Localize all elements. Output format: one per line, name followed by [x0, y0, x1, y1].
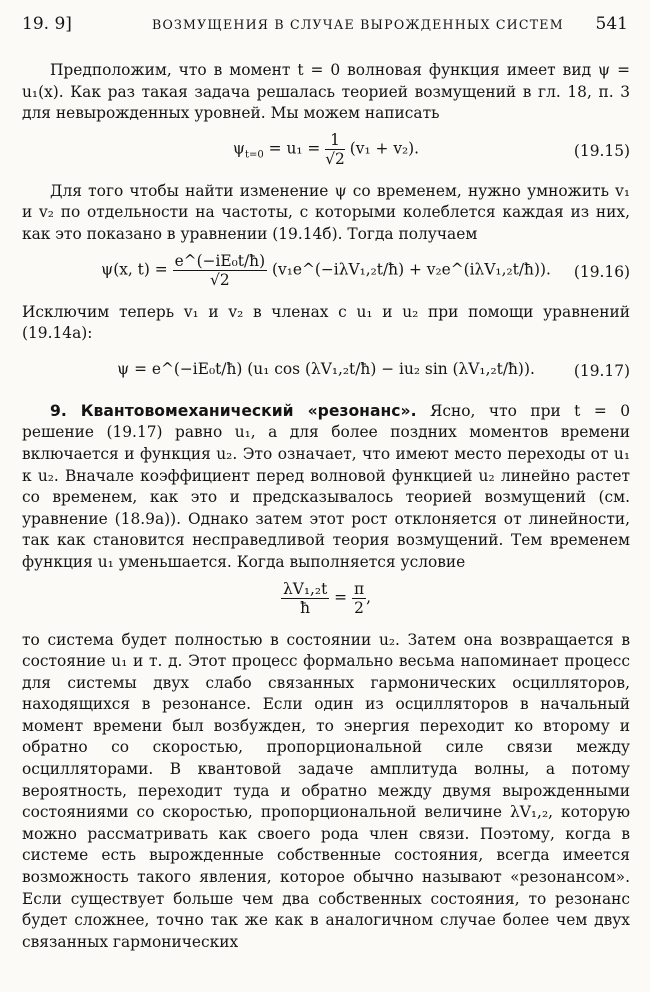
section-9-text: Ясно, что при t = 0 решение (19.17) равно u₁, а для более поздних моментов времени включается и функция u₂. Это означает, что имеют место переходы от u₁ к u₂. Вначале коэффициент перед волновой функцией u₂ линейно растет со временем, как это и предсказывалось теорией возмущений (см. уравнение (18.9а)). Однако затем этот рост отклоняется от линейности, так как становится несправедливой теория возмущений. Тем временем функция u₁ уменьшается. Когда выполняется условие — [22, 401, 630, 571]
eq1-label: (19.15) — [573, 141, 630, 160]
eq2-fraction — [173, 252, 268, 289]
eq4-mid: = — [334, 588, 348, 606]
equation-19-15 — [22, 131, 630, 175]
running-title: ВОЗМУЩЕНИЯ В СЛУЧАЕ ВЫРОЖДЕННЫХ СИСТЕМ — [152, 17, 564, 32]
paragraph-3: Исключим теперь v₁ и v₂ в членах с u₁ и u₂ при помощи уравнений (19.14а): — [22, 302, 630, 343]
eq4-den: ħ — [300, 598, 311, 617]
eq4-den2: 2 — [354, 598, 364, 617]
eq2-den: √2 — [210, 270, 230, 289]
section-9-paragraph — [22, 401, 630, 574]
section-9-heading: 9. Квантовомеханический «резонанс». — [50, 401, 417, 420]
eq1-num: 1 — [325, 131, 345, 150]
eq3-label: (19.17) — [573, 361, 630, 380]
eq2-right: (v₁e^(−iλV₁,₂t/ħ) + v₂e^(iλV₁,₂t/ħ)). — [272, 260, 551, 279]
page-number: 541 — [595, 14, 628, 34]
paragraph-2: Для того чтобы найти изменение ψ со временем, нужно умножить v₁ и v₂ по отдельности на частоты, с которыми колеблется каждая из них, как это показано в уравнении (19.14б). Тогда получаем — [22, 181, 630, 243]
eq2-label: (19.16) — [573, 262, 630, 281]
condition-equation — [22, 580, 630, 624]
eq2-num: e^(−iE₀t/ħ) — [174, 251, 266, 270]
equation-19-17 — [22, 351, 630, 395]
equation-19-16 — [22, 252, 630, 296]
section-ref: 19. 9] — [22, 14, 72, 34]
eq4-num: λV₁,₂t — [282, 579, 328, 598]
eq4-num2: π — [353, 579, 365, 598]
eq1-mid: = u₁ = — [268, 139, 321, 158]
eq3-body: ψ = e^(−iE₀t/ħ) (u₁ cos (λV₁,₂t/ħ) − iu₂ sin (λV₁,₂t/ħ)). — [117, 359, 535, 378]
eq4-fraction-left — [281, 580, 329, 617]
eq1-right: (v₁ + v₂). — [349, 139, 420, 158]
paragraph-5: то система будет полностью в состоянии u₂. Затем она возвращается в состояние u₁ и т. д. Этот процесс формально весьма напоминает процесс для системы двух слабо связанных гармонических осцилляторов, находящихся в резонансе. Если один из осцилляторов в начальный момент времени был возбужден, то энергия переходит ко второму и обратно со скоростью, пропорциональной силе связи между осцилляторами. В квантовой задаче амплитуда волны, а потому вероятность, переходит туда и обратно между двумя вырожденными состояниями со скоростью, пропорциональной величине λV₁,₂, которую можно рассматривать как своего рода член связи. Поэтому, когда в системе есть вырожденные собственные состояния, всегда имеется возможность такого явления, которое обычно называют «резонансом». Если существует больше чем два собственных состояния, то резонанс будет сложнее, точно так же как в аналогичном случае более чем двух связанных гармонических — [22, 630, 630, 951]
eq1-fraction — [325, 131, 345, 168]
paragraph-1: Предположим, что в момент t = 0 волновая функция имеет вид ψ = u₁(x). Как раз такая задача решалась теорией возмущений в гл. 18, п. 3 для невырожденных уровней. Мы можем написать — [22, 61, 630, 123]
eq1-sub: t=0 — [245, 149, 264, 161]
page-body — [22, 60, 630, 953]
page-header — [22, 14, 628, 38]
eq1-left: ψ — [232, 139, 245, 158]
eq2-left: ψ(x, t) = — [101, 260, 168, 279]
eq4-tail: , — [366, 588, 372, 606]
eq1-den: √2 — [325, 149, 345, 168]
eq4-fraction-right — [352, 580, 366, 617]
